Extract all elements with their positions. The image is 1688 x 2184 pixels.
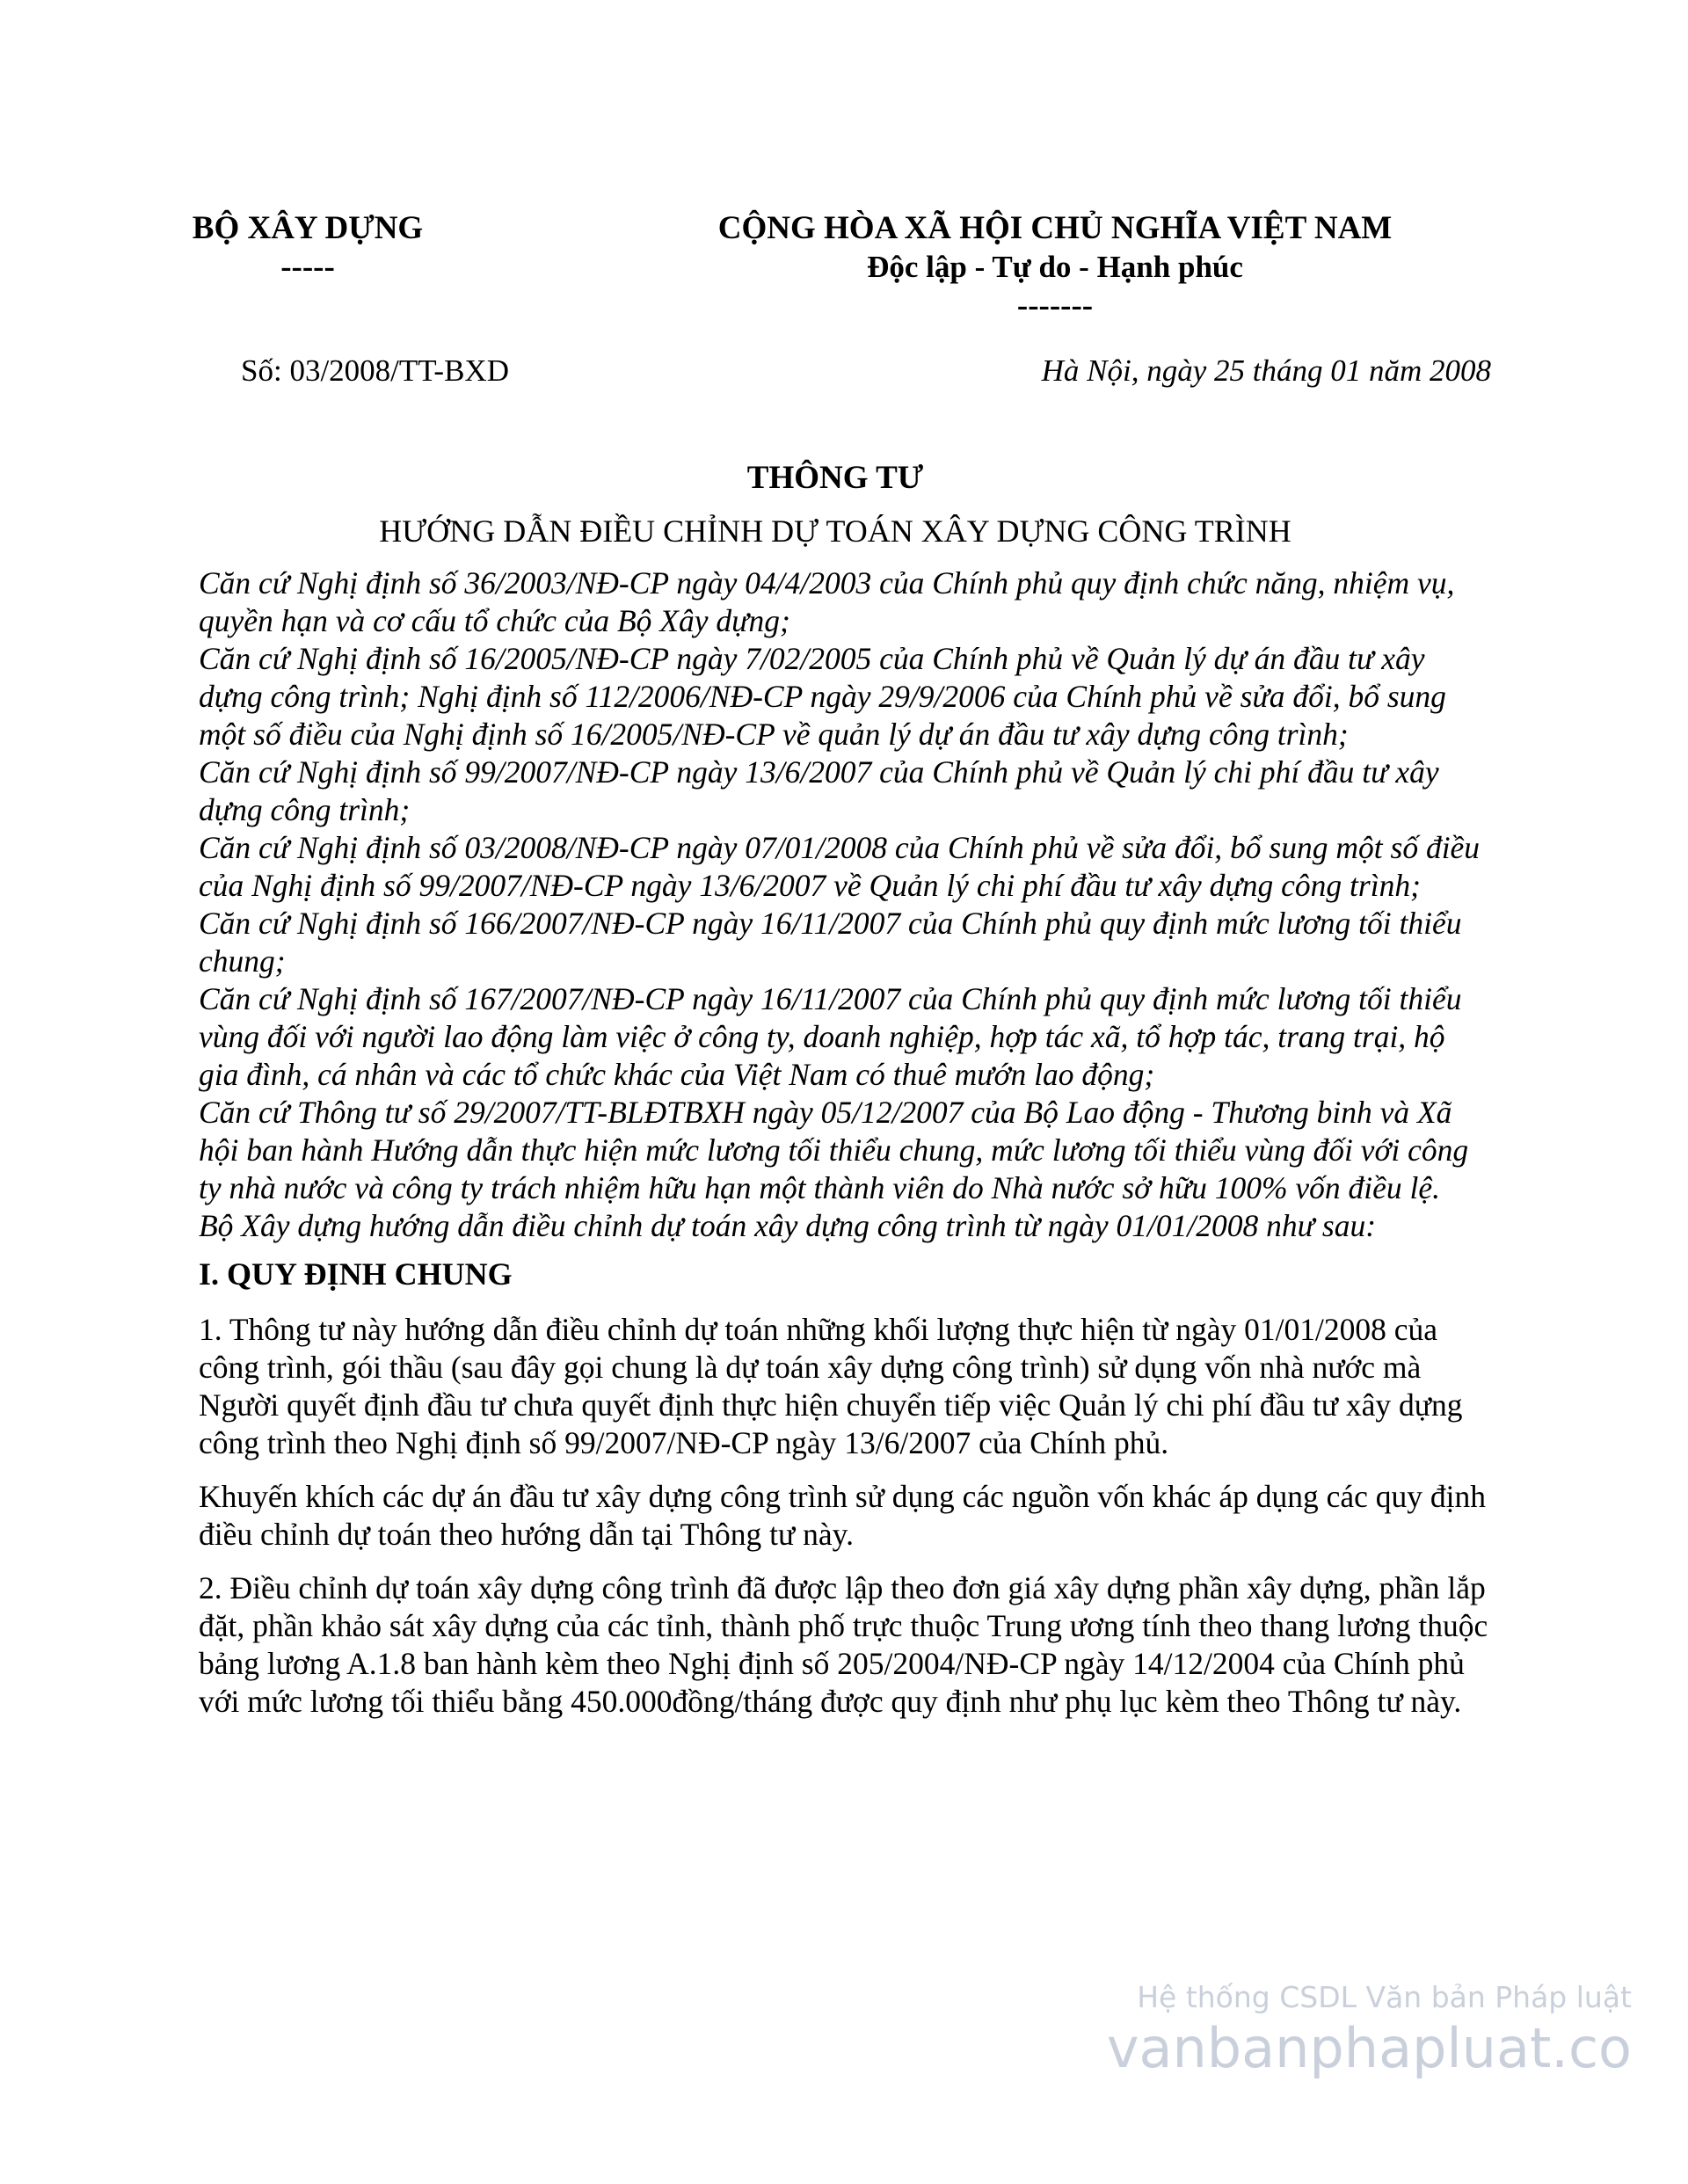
preamble-item: Căn cứ Nghị định số 166/2007/NĐ-CP ngày 16/11/2007 của Chính phủ quy định mức lương tối thiểu chung;: [199, 906, 1462, 979]
issuing-agency: BỘ XÂY DỰNG: [192, 210, 424, 246]
body-paragraph: 2. Điều chỉnh dự toán xây dựng công trình đã được lập theo đơn giá xây dựng phần xây dựng, phần lắp đặt, phần khảo sát xây dựng của các tỉnh, thành phố trực thuộc Trung ương tính theo thang lương thuộc bảng lương A.1.8 ban hành kèm theo Nghị định số 205/2004/NĐ-CP ngày 14/12/2004 của Chính phủ với mức lương tối thiểu bằng 450.000đồng/tháng được quy định như phụ lục kèm theo Thông tư này.: [199, 1570, 1488, 1719]
preamble-item: Bộ Xây dựng hướng dẫn điều chỉnh dự toán xây dựng công trình từ ngày 01/01/2008 như sau:: [199, 1208, 1377, 1243]
preamble-item: Căn cứ Thông tư số 29/2007/TT-BLĐTBXH ngày 05/12/2007 của Bộ Lao động - Thương binh và Xã hội ban hành Hướng dẫn thực hiện mức lương tối thiểu chung, mức lương tối thiểu vùng đối với công ty nhà nước và công ty trách nhiệm hữu hạn một thành viên do Nhà nước sở hữu 100% vốn điều lệ.: [199, 1095, 1469, 1205]
preamble-item: Căn cứ Nghị định số 03/2008/NĐ-CP ngày 07/01/2008 của Chính phủ về sửa đổi, bổ sung một số điều của Nghị định số 99/2007/NĐ-CP ngày 13/6/2007 về Quản lý chi phí đầu tư xây dựng công trình;: [199, 830, 1481, 903]
watermark: [1107, 1978, 1632, 2080]
body-paragraph: 1. Thông tư này hướng dẫn điều chỉnh dự toán những khối lượng thực hiện từ ngày 01/01/2008 của công trình, gói thầu (sau đây gọi chung là dự toán xây dựng công trình) sử dụng vốn nhà nước mà Người quyết định đầu tư chưa quyết định thực hiện chuyển tiếp việc Quản lý chi phí đầu tư xây dựng công trình theo Nghị định số 99/2007/NĐ-CP ngày 13/6/2007 của Chính phủ.: [199, 1312, 1463, 1460]
place-and-date: Hà Nội, ngày 25 tháng 01 năm 2008: [1041, 353, 1491, 388]
watermark-line2: vanbanphapluat.co: [1106, 2016, 1632, 2080]
motto-rule: -------: [1016, 288, 1094, 324]
document-body: [199, 564, 1491, 1736]
country-name: CỘNG HÒA XÃ HỘI CHỦ NGHĨA VIỆT NAM: [717, 210, 1393, 246]
preamble-item: Căn cứ Nghị định số 99/2007/NĐ-CP ngày 13/6/2007 của Chính phủ về Quản lý chi phí đầu tư xây dựng công trình;: [199, 754, 1439, 827]
watermark-line1: Hệ thống CSDL Văn bản Pháp luật: [1137, 1980, 1632, 2014]
preamble-item: Căn cứ Nghị định số 36/2003/NĐ-CP ngày 04/4/2003 của Chính phủ quy định chức năng, nhiệm vụ, quyền hạn và cơ cấu tổ chức của Bộ Xây dựng;: [199, 565, 1455, 638]
national-motto: Độc lập - Tự do - Hạnh phúc: [867, 250, 1243, 284]
preamble-item: Căn cứ Nghị định số 167/2007/NĐ-CP ngày 16/11/2007 của Chính phủ quy định mức lương tối thiểu vùng đối với người lao động làm việc ở công ty, doanh nghiệp, hợp tác xã, tổ hợp tác, trang trại, hộ gia đình, cá nhân và các tổ chức khác của Việt Nam có thuê mướn lao động;: [199, 981, 1462, 1092]
national-heading-block: [615, 209, 1495, 325]
document-subtitle: HƯỚNG DẪN ĐIỀU CHỈNH DỰ TOÁN XÂY DỰNG CÔNG TRÌNH: [379, 513, 1291, 549]
issuing-agency-block: [176, 209, 440, 287]
section-heading: I. QUY ĐỊNH CHUNG: [199, 1256, 513, 1292]
document-title: THÔNG TƯ: [746, 460, 924, 496]
document-number: Số: 03/2008/TT-BXD: [241, 353, 509, 388]
preamble-item: Căn cứ Nghị định số 16/2005/NĐ-CP ngày 7/02/2005 của Chính phủ về Quản lý dự án đầu tư xây dựng công trình; Nghị định số 112/2006/NĐ-CP ngày 29/9/2006 của Chính phủ về sửa đổi, bổ sung một số điều của Nghị định số 16/2005/NĐ-CP về quản lý dự án đầu tư xây dựng công trình;: [199, 641, 1446, 752]
body-paragraph: Khuyến khích các dự án đầu tư xây dựng công trình sử dụng các nguồn vốn khác áp dụng các quy định điều chỉnh dự toán theo hướng dẫn tại Thông tư này.: [199, 1479, 1487, 1552]
agency-rule: -----: [280, 249, 335, 285]
